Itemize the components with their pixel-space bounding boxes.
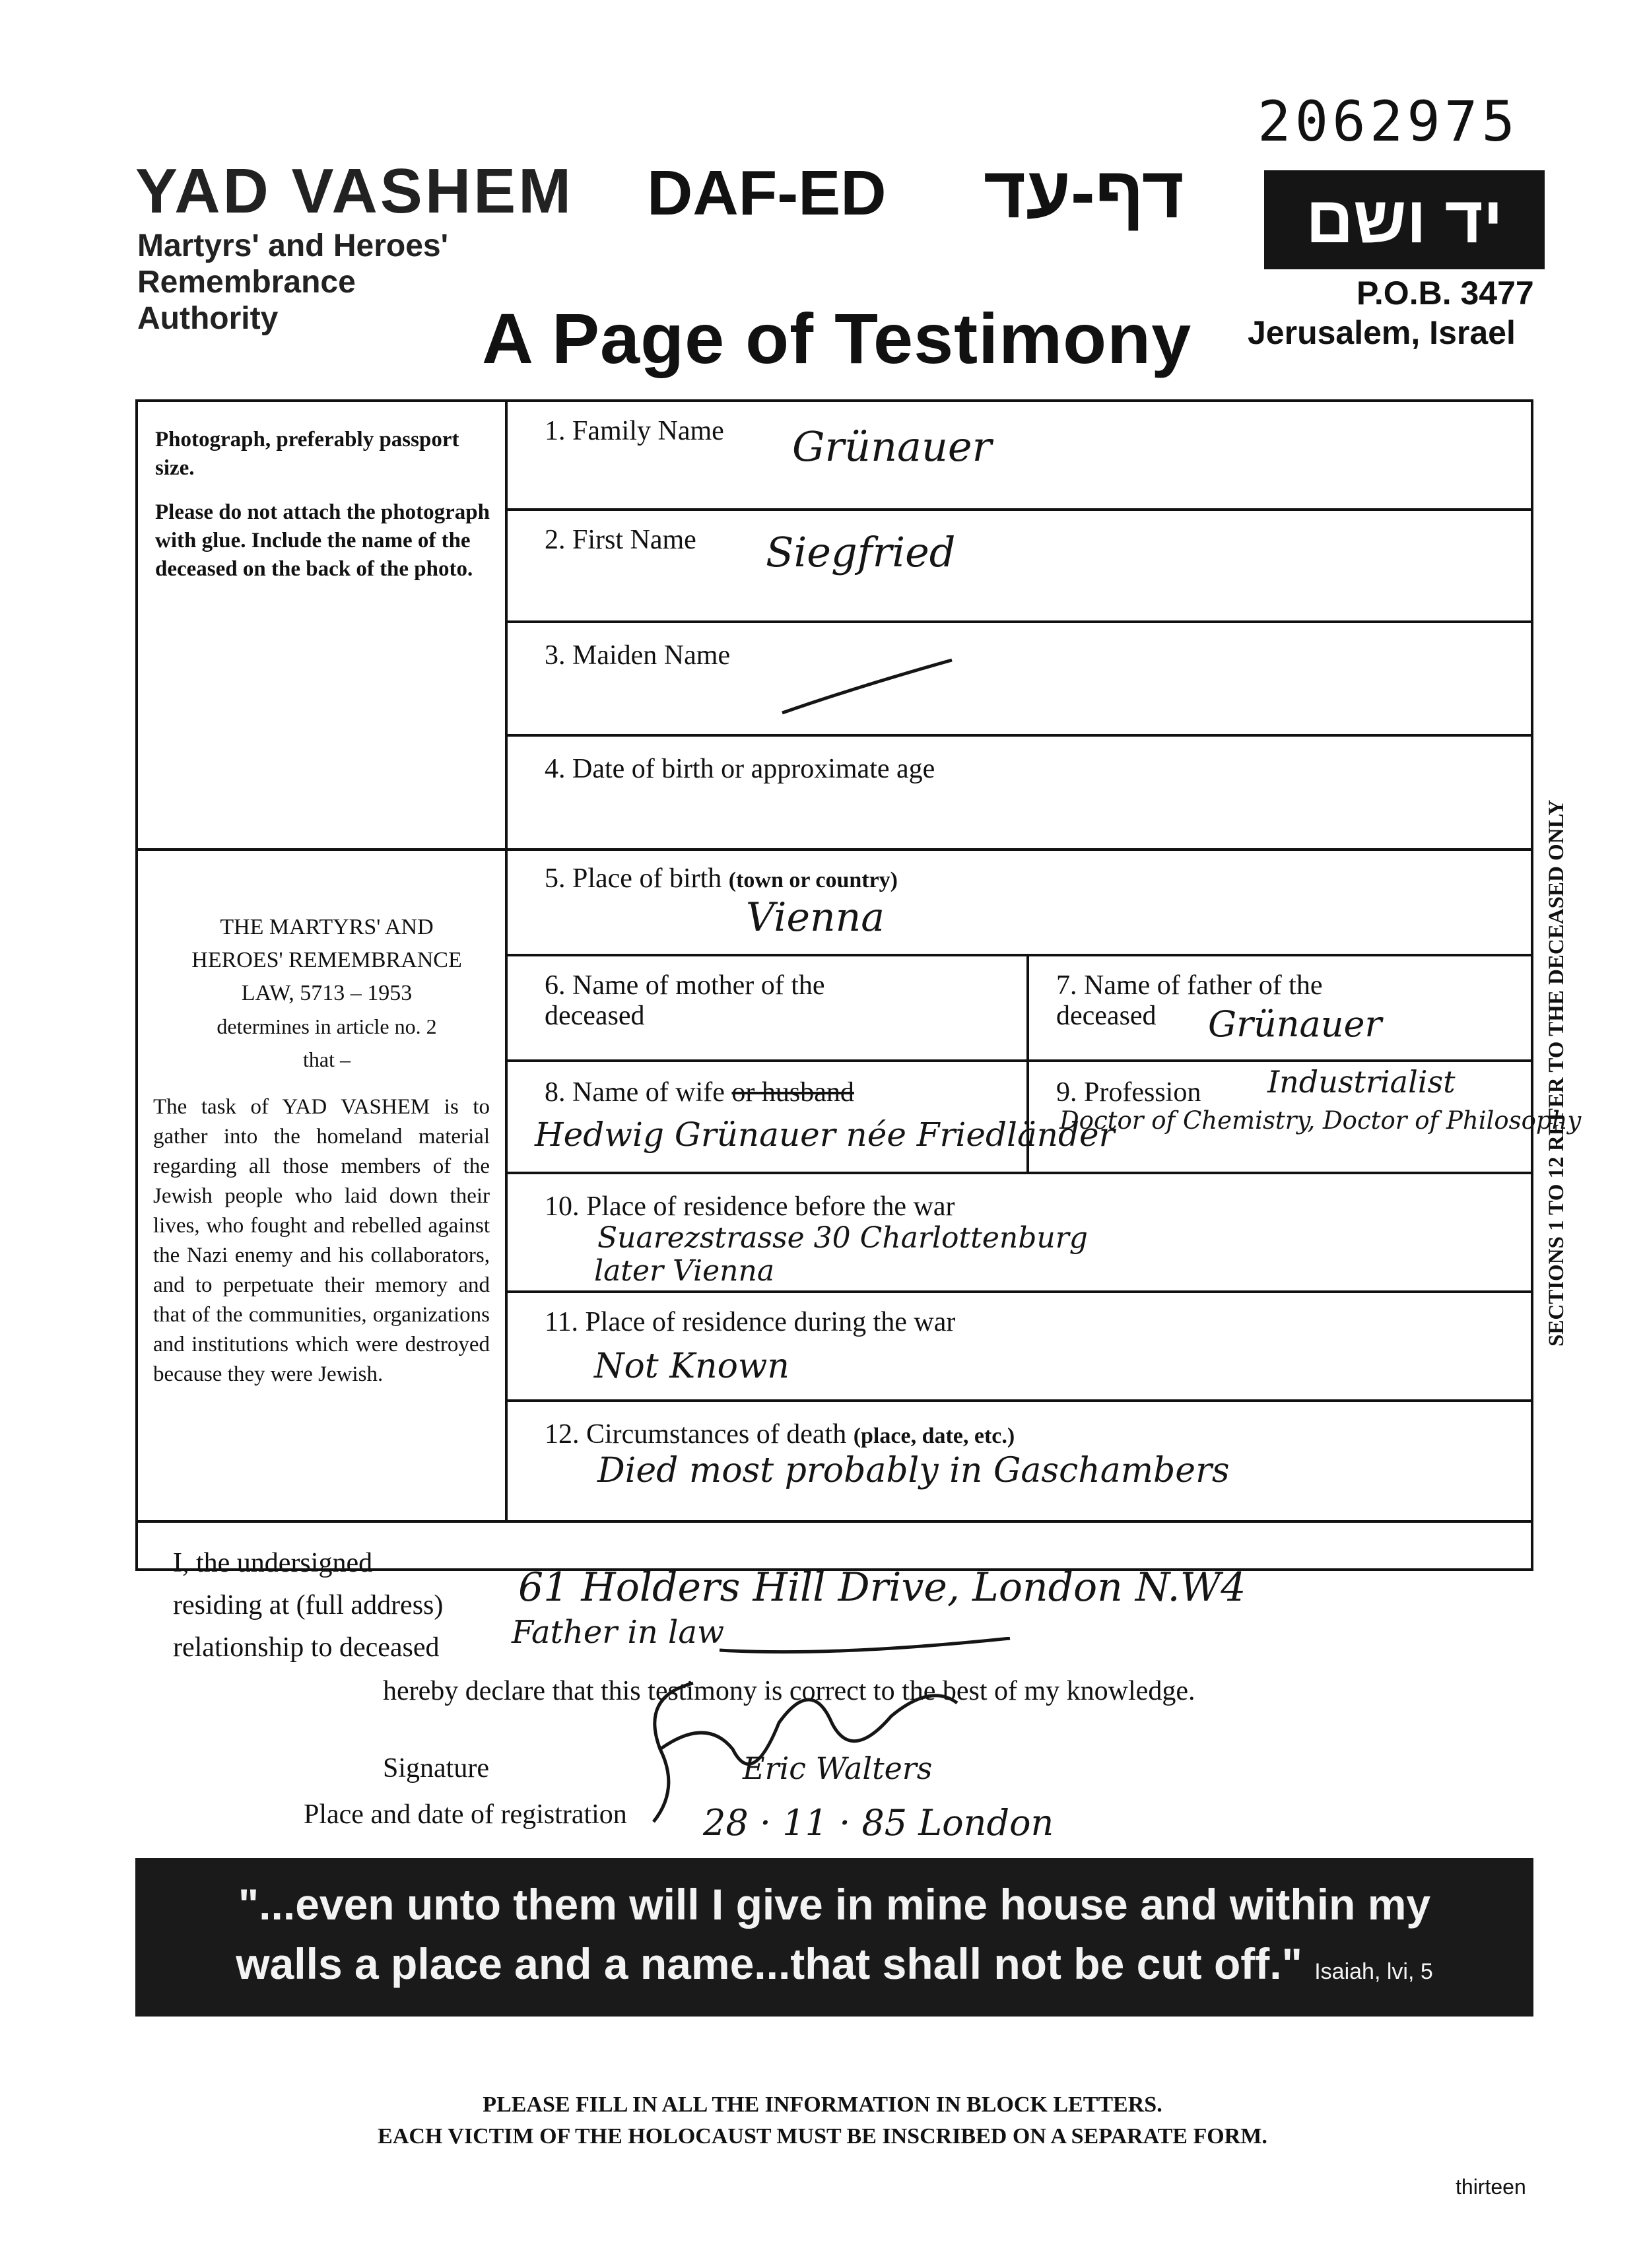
org-subtitle-line: Martyrs' and Heroes' bbox=[137, 228, 448, 263]
law-heading bbox=[152, 911, 502, 1076]
footer-instruction-2: EACH VICTIM OF THE HOLOCAUST MUST BE INSCRIBED ON A SEPARATE FORM. bbox=[378, 2124, 1267, 2149]
father-name-value[interactable]: Grünauer bbox=[1208, 1003, 1382, 1045]
photo-box-divider bbox=[135, 848, 506, 851]
declaration-statement: hereby declare that this testimony is correct to the best of my knowledge. bbox=[383, 1676, 1195, 1706]
birth-date-label: 4. Date of birth or approximate age bbox=[545, 754, 935, 784]
po-box: P.O.B. 3477 bbox=[1357, 275, 1534, 312]
family-name-label: 1. Family Name bbox=[545, 416, 724, 446]
form-number: 2062975 bbox=[1258, 89, 1520, 154]
wartime-residence-label: 11. Place of residence during the war bbox=[545, 1307, 956, 1337]
wartime-residence-value[interactable]: Not Known bbox=[594, 1347, 789, 1386]
law-that: that – bbox=[303, 1048, 351, 1071]
birth-place-label bbox=[545, 863, 898, 896]
place-date-label: Place and date of registration bbox=[304, 1799, 627, 1830]
mother-name-label-line: deceased bbox=[545, 1001, 645, 1031]
mother-name-label-line: 6. Name of mother of the bbox=[545, 970, 825, 1001]
row-divider bbox=[505, 508, 1533, 511]
row-divider bbox=[505, 734, 1533, 737]
address-value[interactable]: 61 Holders Hill Drive, London N.W4 bbox=[518, 1564, 1246, 1611]
org-subtitle-line: Authority bbox=[137, 301, 279, 336]
daf-ed-hebrew-title: דף-עד bbox=[984, 152, 1184, 233]
org-subtitle-line: Remembrance bbox=[137, 265, 356, 300]
yad-vashem-logo: יד ושם bbox=[1264, 170, 1545, 269]
prewar-residence-value-line2[interactable]: later Vienna bbox=[594, 1254, 775, 1288]
law-determines: determines in article no. 2 bbox=[217, 1015, 437, 1038]
banner-quote-line1: "...even unto them will I give in mine house and within my bbox=[238, 1880, 1431, 1929]
row-divider bbox=[505, 1172, 1533, 1174]
photo-instructions-title: Photograph, preferably passport size. bbox=[155, 428, 459, 480]
row-divider bbox=[505, 1059, 1533, 1062]
spouse-name-label-text: 8. Name of wife bbox=[545, 1077, 725, 1108]
relationship-label: relationship to deceased bbox=[173, 1632, 440, 1663]
prewar-residence-label: 10. Place of residence before the war bbox=[545, 1191, 955, 1222]
declaration-labels bbox=[173, 1542, 443, 1669]
birth-place-value[interactable]: Vienna bbox=[746, 894, 885, 941]
row-divider bbox=[505, 848, 1533, 851]
law-text: The task of YAD VASHEM is to gather into the homeland material regarding all those members of the Jewish people who laid down their lives, who fought and rebelled against the Nazi enemy and his collaborators, and to perpetuate their memory and that of the communities, organizations and institutions which were destroyed because they were Jewish. bbox=[153, 1095, 490, 1386]
father-name-label-line: deceased bbox=[1056, 1001, 1157, 1031]
death-circumstances-label-text: 12. Circumstances of death bbox=[545, 1419, 847, 1450]
isaiah-quote-banner bbox=[135, 1858, 1533, 2017]
maiden-name-label: 3. Maiden Name bbox=[545, 640, 731, 671]
father-name-label-line: 7. Name of father of the bbox=[1056, 970, 1323, 1001]
signature-label: Signature bbox=[383, 1753, 489, 1784]
footer-instruction-1: PLEASE FILL IN ALL THE INFORMATION IN BLOCK LETTERS. bbox=[483, 2092, 1162, 2117]
row-divider bbox=[505, 1399, 1533, 1402]
family-name-value[interactable]: Grünauer bbox=[792, 422, 992, 471]
law-title-line: HEROES' REMEMBRANCE bbox=[191, 948, 462, 972]
birth-place-label-text: 5. Place of birth bbox=[545, 863, 722, 894]
page-title: A Page of Testimony bbox=[482, 298, 1192, 378]
photo-instructions-note: Please do not attach the photograph with glue. Include the name of the deceased on the back of the photo. bbox=[155, 500, 490, 581]
prewar-residence-value-line1[interactable]: Suarezstrasse 30 Charlottenburg bbox=[597, 1221, 1088, 1255]
org-name: YAD VASHEM bbox=[135, 156, 574, 226]
row-divider bbox=[505, 954, 1533, 956]
death-circumstances-hint: (place, date, etc.) bbox=[853, 1424, 1015, 1448]
law-title-line: LAW, 5713 – 1953 bbox=[241, 981, 413, 1005]
profession-value-line2[interactable]: Doctor of Chemistry, Doctor of Philosophy bbox=[1059, 1106, 1582, 1135]
spouse-name-label bbox=[545, 1077, 854, 1108]
city-address: Jerusalem, Israel bbox=[1248, 314, 1516, 351]
banner-quote-line2 bbox=[175, 1934, 1494, 2001]
signature-value[interactable]: Eric Walters bbox=[743, 1751, 933, 1786]
residing-label: residing at (full address) bbox=[173, 1590, 444, 1620]
sections-side-note: SECTIONS 1 TO 12 REFER TO THE DECEASED ONLY bbox=[1545, 799, 1568, 1347]
org-subtitle bbox=[137, 228, 448, 337]
profession-label: 9. Profession bbox=[1056, 1077, 1201, 1108]
mother-name-label bbox=[545, 970, 825, 1031]
page-label: thirteen bbox=[1456, 2175, 1526, 2199]
profession-value-line1[interactable]: Industrialist bbox=[1267, 1064, 1456, 1100]
death-circumstances-label bbox=[545, 1419, 1015, 1451]
spouse-name-struck-option: or husband bbox=[731, 1077, 854, 1108]
banner-reference: Isaiah, lvi, 5 bbox=[1314, 1959, 1433, 1984]
place-date-value[interactable]: 28 · 11 · 85 London bbox=[703, 1802, 1054, 1844]
row-divider bbox=[505, 620, 1533, 623]
relationship-value[interactable]: Father in law bbox=[512, 1614, 725, 1651]
first-name-label: 2. First Name bbox=[545, 525, 696, 555]
banner-quote-text: walls a place and a name...that shall not be cut off." bbox=[236, 1939, 1302, 1988]
first-name-value[interactable]: Siegfried bbox=[766, 528, 956, 576]
column-divider bbox=[505, 399, 508, 1521]
daf-ed-title: DAF-ED bbox=[647, 158, 887, 228]
birth-place-hint: (town or country) bbox=[728, 868, 898, 892]
death-circumstances-value[interactable]: Died most probably in Gaschambers bbox=[597, 1451, 1230, 1490]
declaration-divider bbox=[135, 1520, 1533, 1523]
spouse-name-value[interactable]: Hedwig Grünauer née Friedländer bbox=[535, 1116, 1115, 1154]
row-divider bbox=[505, 1290, 1533, 1293]
maiden-name-dash-mark bbox=[779, 653, 957, 719]
law-title-line: THE MARTYRS' AND bbox=[220, 915, 434, 939]
undersigned-label: I, the undersigned bbox=[173, 1548, 373, 1578]
